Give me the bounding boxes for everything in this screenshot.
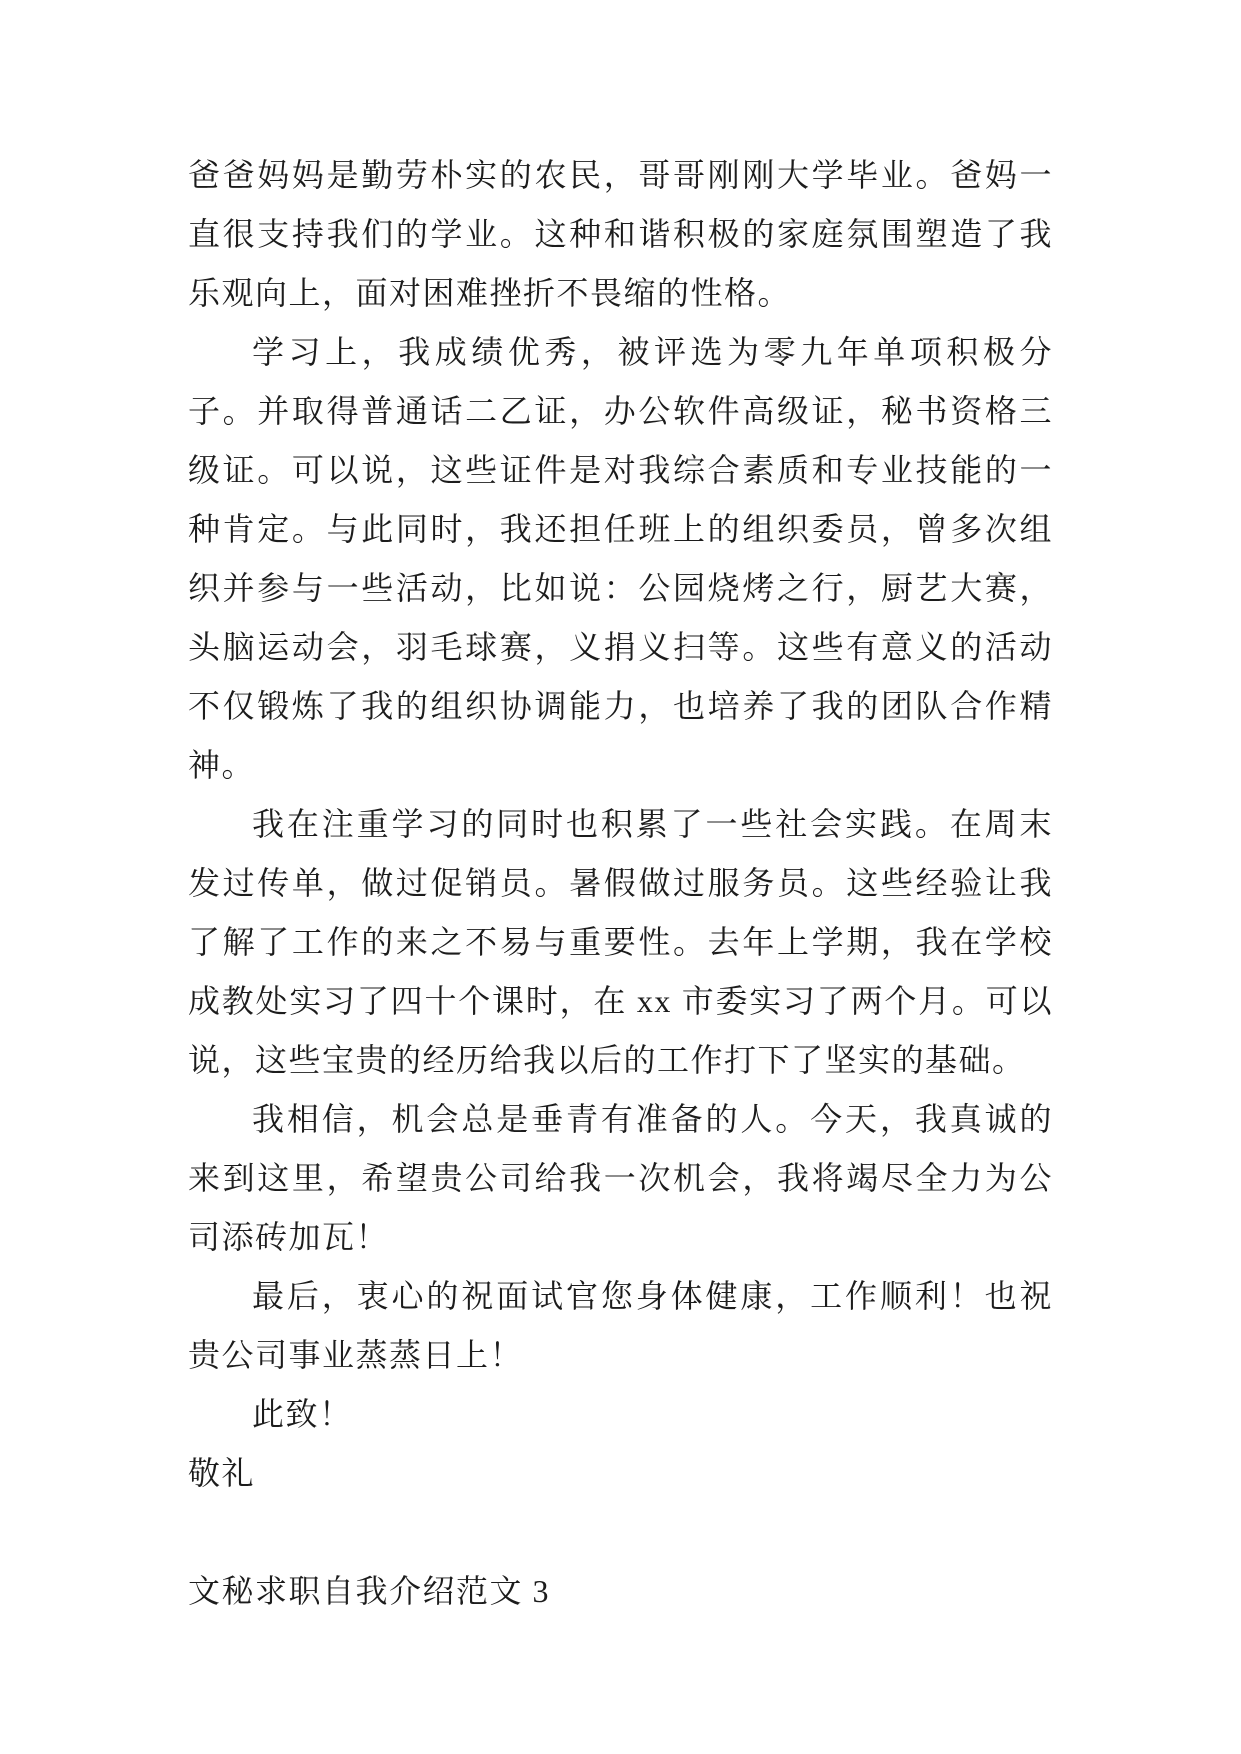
paragraph-family-background: 爸爸妈妈是勤劳朴实的农民，哥哥刚刚大学毕业。爸妈一直很支持我们的学业。这种和谐积极的家庭氛围塑造了我乐观向上，面对困难挫折不畏缩的性格。 bbox=[188, 157, 1053, 311]
paragraph-final-wishes: 最后，衷心的祝面试官您身体健康，工作顺利！也祝贵公司事业蒸蒸日上！ bbox=[188, 1278, 1053, 1373]
section-title-sample-3: 文秘求职自我介绍范文 3 bbox=[188, 1573, 551, 1609]
closing-jingli: 敬礼 bbox=[188, 1455, 256, 1491]
paragraph-social-practice: 我在注重学习的同时也积累了一些社会实践。在周末发过传单，做过促销员。暑假做过服务员。这些经验让我了解了工作的来之不易与重要性。去年上学期，我在学校成教处实习了四十个课时，在 xx 市委实习了两个月。可以说，这些宝贵的经历给我以后的工作打下了坚实的基础。 bbox=[188, 806, 1053, 1078]
closing-cizhi: 此致！ bbox=[252, 1396, 353, 1432]
paragraph-belief-and-request: 我相信，机会总是垂青有准备的人。今天，我真诚的来到这里，希望贵公司给我一次机会，我将竭尽全力为公司添砖加瓦！ bbox=[188, 1101, 1053, 1255]
paragraph-study-achievements: 学习上，我成绩优秀，被评选为零九年单项积极分子。并取得普通话二乙证，办公软件高级证，秘书资格三级证。可以说，这些证件是对我综合素质和专业技能的一种肯定。与此同时，我还担任班上的组织委员，曾多次组织并参与一些活动，比如说：公园烧烤之行，厨艺大赛，头脑运动会，羽毛球赛，义捐义扫等。这些有意义的活动不仅锻炼了我的组织协调能力，也培养了我的团队合作精神。 bbox=[188, 334, 1053, 783]
